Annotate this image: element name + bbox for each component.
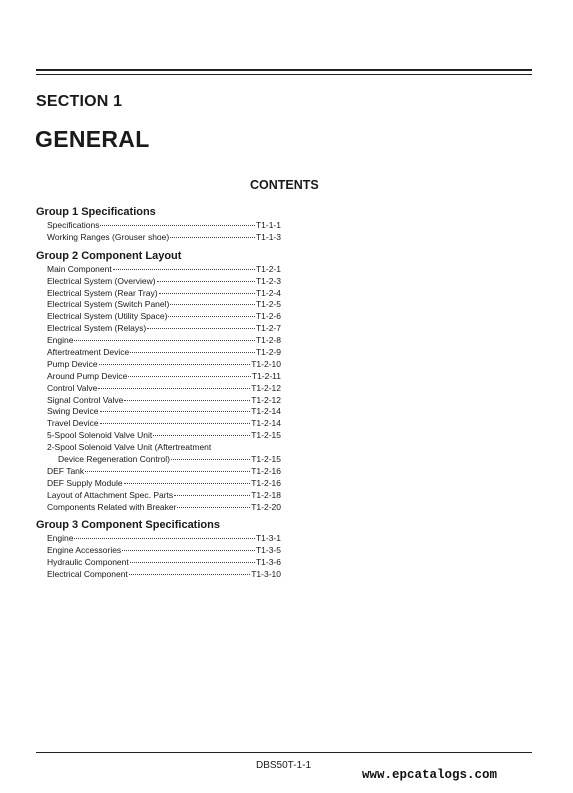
toc-entry-label: DEF Tank — [47, 465, 85, 476]
toc-entry[interactable] — [36, 502, 281, 514]
toc-entry-label: Electrical System (Rear Tray) — [47, 287, 158, 298]
toc-group-title: Group 3 Component Specifications — [36, 519, 220, 532]
toc-entry[interactable] — [36, 335, 281, 347]
toc-entry[interactable] — [36, 545, 281, 557]
dot-leader — [177, 507, 250, 508]
toc-entry[interactable] — [36, 466, 281, 478]
header-rule-thin — [36, 74, 532, 75]
toc-entry-page: T1-2-11 — [251, 370, 281, 381]
toc-entry-page: T1-2-16 — [251, 465, 281, 476]
dot-leader — [130, 562, 255, 563]
dot-leader — [153, 435, 250, 436]
toc-entry[interactable] — [36, 220, 281, 232]
dot-leader — [113, 269, 255, 270]
dot-leader — [100, 423, 251, 424]
section-title: GENERAL — [35, 126, 150, 152]
toc-entry-label: Specifications — [47, 220, 100, 230]
toc-group — [36, 249, 281, 514]
dot-leader — [147, 328, 255, 329]
toc-entry-label: Control Valve — [47, 382, 98, 393]
dot-leader — [128, 376, 251, 377]
toc-entry[interactable] — [36, 311, 281, 323]
toc-entry[interactable] — [36, 569, 281, 581]
toc-entry[interactable] — [36, 418, 281, 430]
toc-entry[interactable] — [36, 288, 281, 300]
dot-leader — [174, 495, 250, 496]
dot-leader — [124, 483, 251, 484]
toc-entry[interactable] — [36, 232, 281, 244]
toc-entry-label: Hydraulic Component — [47, 557, 129, 568]
toc-entry[interactable] — [36, 478, 281, 490]
toc-entry-page: T1-1-1 — [255, 220, 281, 230]
toc-group — [36, 518, 281, 581]
toc-entry-label: Swing Device — [47, 406, 99, 417]
toc-entry-label: Electrical System (Utility Space) — [47, 311, 168, 322]
toc-entry-label: Travel Device — [47, 418, 99, 429]
toc-entry-label: Main Component — [47, 263, 112, 274]
toc-entry-label: Engine — [47, 335, 74, 346]
toc-entry-page: T1-3-10 — [251, 569, 281, 580]
toc-entry[interactable] — [36, 490, 281, 502]
toc-entry[interactable] — [36, 533, 281, 545]
dot-leader — [168, 316, 255, 317]
toc-entry-label: Engine Accessories — [47, 545, 122, 556]
toc-entry[interactable] — [36, 359, 281, 371]
contents-heading: CONTENTS — [250, 178, 319, 192]
dot-leader — [98, 388, 250, 389]
dot-leader — [170, 237, 255, 238]
page-code: DBS50T-1-1 — [256, 760, 312, 771]
toc-entry-label: Signal Control Valve — [47, 394, 124, 405]
toc-entry-label: Working Ranges (Grouser shoe) — [47, 231, 170, 242]
toc-group-title: Group 1 Specifications — [36, 206, 156, 218]
dot-leader — [129, 574, 250, 575]
section-label: SECTION 1 — [36, 93, 123, 110]
toc-entry-page: T1-3-1 — [255, 533, 281, 544]
dot-leader — [124, 400, 250, 401]
dot-leader — [85, 471, 250, 472]
dot-leader — [159, 293, 255, 294]
header-rule-thick — [36, 69, 532, 71]
toc-entry-page: T1-2-14 — [251, 406, 281, 417]
dot-leader — [170, 304, 255, 305]
toc-entry-label: 2-Spool Solenoid Valve Unit (Aftertreatment — [47, 442, 212, 453]
toc-entry-page: T1-2-1 — [255, 263, 281, 274]
dot-leader — [130, 352, 255, 353]
toc-entry-label: Engine — [47, 533, 74, 544]
toc-entry-page: T1-2-16 — [251, 477, 281, 488]
toc-entry[interactable] — [36, 406, 281, 418]
dot-leader — [74, 340, 254, 341]
toc-entry-label: 5-Spool Solenoid Valve Unit — [47, 430, 153, 441]
toc-entry[interactable] — [36, 264, 281, 276]
watermark: www.epcatalogs.com — [362, 768, 498, 782]
toc-entry[interactable] — [36, 557, 281, 569]
toc-entry-label: Layout of Attachment Spec. Parts — [47, 489, 174, 500]
toc-entry[interactable] — [36, 323, 281, 335]
toc-entry-label: Electrical System (Overview) — [47, 275, 156, 286]
toc-entry-page: T1-2-14 — [251, 418, 281, 429]
toc-entry-page: T1-2-15 — [251, 430, 281, 441]
toc-entry-label: Electrical System (Switch Panel) — [47, 299, 170, 310]
toc-entry-page: T1-2-3 — [255, 275, 281, 286]
toc-entry-label: Components Related with Breaker — [47, 501, 177, 512]
toc-entry-page: T1-2-12 — [251, 382, 281, 393]
toc-entry[interactable] — [36, 430, 281, 442]
toc-entry[interactable] — [36, 395, 281, 407]
toc-entry-page: T1-3-5 — [255, 545, 281, 556]
toc-group — [36, 205, 281, 244]
toc-entry[interactable] — [36, 347, 281, 359]
toc-entry-page: T1-2-10 — [251, 358, 281, 369]
toc-entry-page: T1-2-7 — [255, 323, 281, 334]
dot-leader — [74, 538, 254, 539]
toc-entry-label: Around Pump Device — [47, 370, 128, 381]
toc-entry-page: T1-2-6 — [255, 311, 281, 322]
dot-leader — [171, 459, 250, 460]
toc-entry-label: Electrical System (Relays) — [47, 323, 147, 334]
toc-entry-page: T1-2-20 — [251, 501, 281, 512]
toc-entry-page: T1-2-8 — [255, 335, 281, 346]
toc-entry-label: Aftertreatment Device — [47, 347, 130, 358]
toc-entry-page: T1-2-9 — [255, 347, 281, 358]
toc-entry-label-continued: Device Regeneration Control) — [58, 454, 170, 465]
toc-entry[interactable] — [36, 371, 281, 383]
toc-entry[interactable] — [36, 276, 281, 288]
toc-entry-label: Pump Device — [47, 358, 98, 369]
dot-leader — [100, 411, 251, 412]
toc-entry-page: T1-2-12 — [251, 394, 281, 405]
toc-group-title: Group 2 Component Layout — [36, 249, 182, 262]
toc-entry-page: T1-2-4 — [255, 287, 281, 298]
toc-entry-page: T1-2-5 — [255, 299, 281, 310]
toc-entry-label: DEF Supply Module — [47, 477, 123, 488]
toc-entry[interactable] — [36, 299, 281, 311]
toc-entry[interactable] — [36, 442, 281, 466]
toc-entry[interactable] — [36, 383, 281, 395]
footer-rule — [36, 752, 532, 753]
toc-entry-page: T1-3-6 — [255, 557, 281, 568]
toc-entry-page: T1-2-15 — [251, 454, 281, 465]
dot-leader — [99, 364, 251, 365]
dot-leader — [157, 281, 255, 282]
toc-entry-label: Electrical Component — [47, 569, 128, 580]
toc-entry-page: T1-2-18 — [251, 489, 281, 500]
dot-leader — [100, 225, 255, 226]
table-of-contents — [36, 205, 281, 586]
toc-entry-page: T1-1-3 — [255, 231, 281, 242]
dot-leader — [122, 550, 255, 551]
